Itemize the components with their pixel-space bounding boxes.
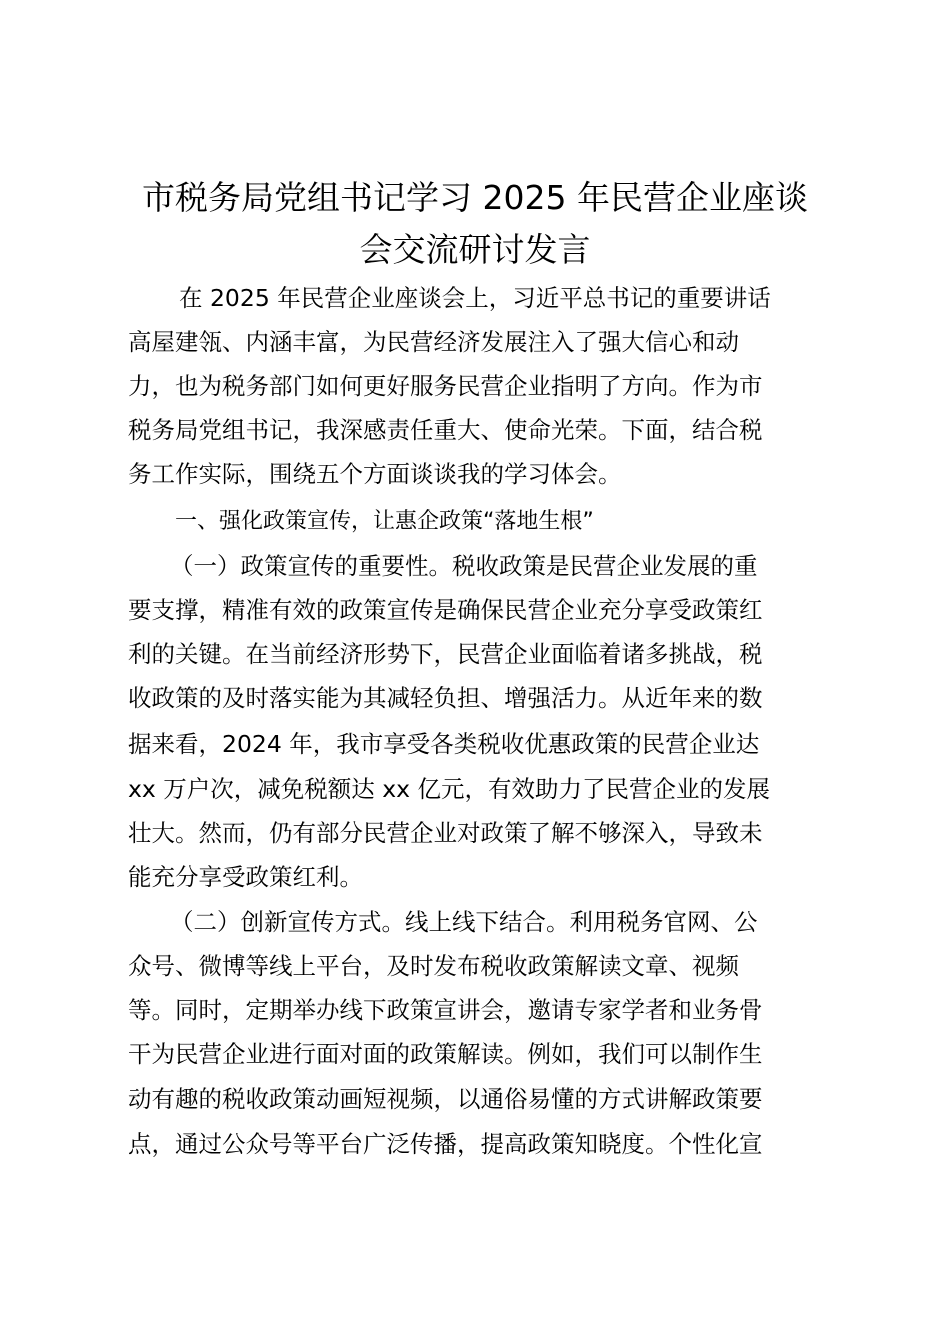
body-line: 点，通过公众号等平台广泛传播，提高政策知晓度。个性化宣 [128, 1130, 763, 1158]
body-line: xx 万户次，减免税额达 xx 亿元，有效助力了民营企业的发展 [128, 775, 771, 803]
section-heading: 一、强化政策宣传，让惠企政策“落地生根” [175, 509, 594, 534]
body-line: 力，也为税务部门如何更好服务民营企业指明了方向。作为市 [128, 372, 763, 400]
body-line: 壮大。然而，仍有部分民营企业对政策了解不够深入，导致未 [128, 819, 763, 847]
body-line: 据来看，2024 年，我市享受各类税收优惠政策的民营企业达 [128, 730, 760, 758]
body-line: 干为民营企业进行面对面的政策解读。例如，我们可以制作生 [128, 1040, 763, 1068]
subsection-heading: （二）创新宣传方式。线上线下结合。利用税务官网、公 [170, 908, 758, 936]
body-line: 等。同时，定期举办线下政策宣讲会，邀请专家学者和业务骨 [128, 996, 763, 1024]
body-line: 务工作实际，围绕五个方面谈谈我的学习体会。 [128, 460, 622, 488]
body-line: 能充分享受政策红利。 [128, 863, 363, 891]
body-line: 收政策的及时落实能为其减轻负担、增强活力。从近年来的数 [128, 684, 763, 712]
body-line: 众号、微博等线上平台，及时发布税收政策解读文章、视频 [128, 952, 739, 980]
title-line-1: 市税务局党组书记学习 2025 年民营企业座谈 [142, 178, 808, 217]
body-line: 要支撑，精准有效的政策宣传是确保民营企业充分享受政策红 [128, 596, 763, 624]
title-line-2: 会交流研讨发言 [359, 230, 591, 269]
body-line: 利的关键。在当前经济形势下，民营企业面临着诸多挑战，税 [128, 640, 763, 668]
document-title [110, 172, 840, 276]
body-line: 高屋建瓴、内涵丰富，为民营经济发展注入了强大信心和动 [128, 328, 739, 356]
body-line: 在 2025 年民营企业座谈会上，习近平总书记的重要讲话 [179, 284, 771, 312]
body-line: 税务局党组书记，我深感责任重大、使命光荣。下面，结合税 [128, 416, 763, 444]
subsection-heading: （一）政策宣传的重要性。税收政策是民营企业发展的重 [170, 552, 758, 580]
body-line: 动有趣的税收政策动画短视频，以通俗易懂的方式讲解政策要 [128, 1085, 763, 1113]
